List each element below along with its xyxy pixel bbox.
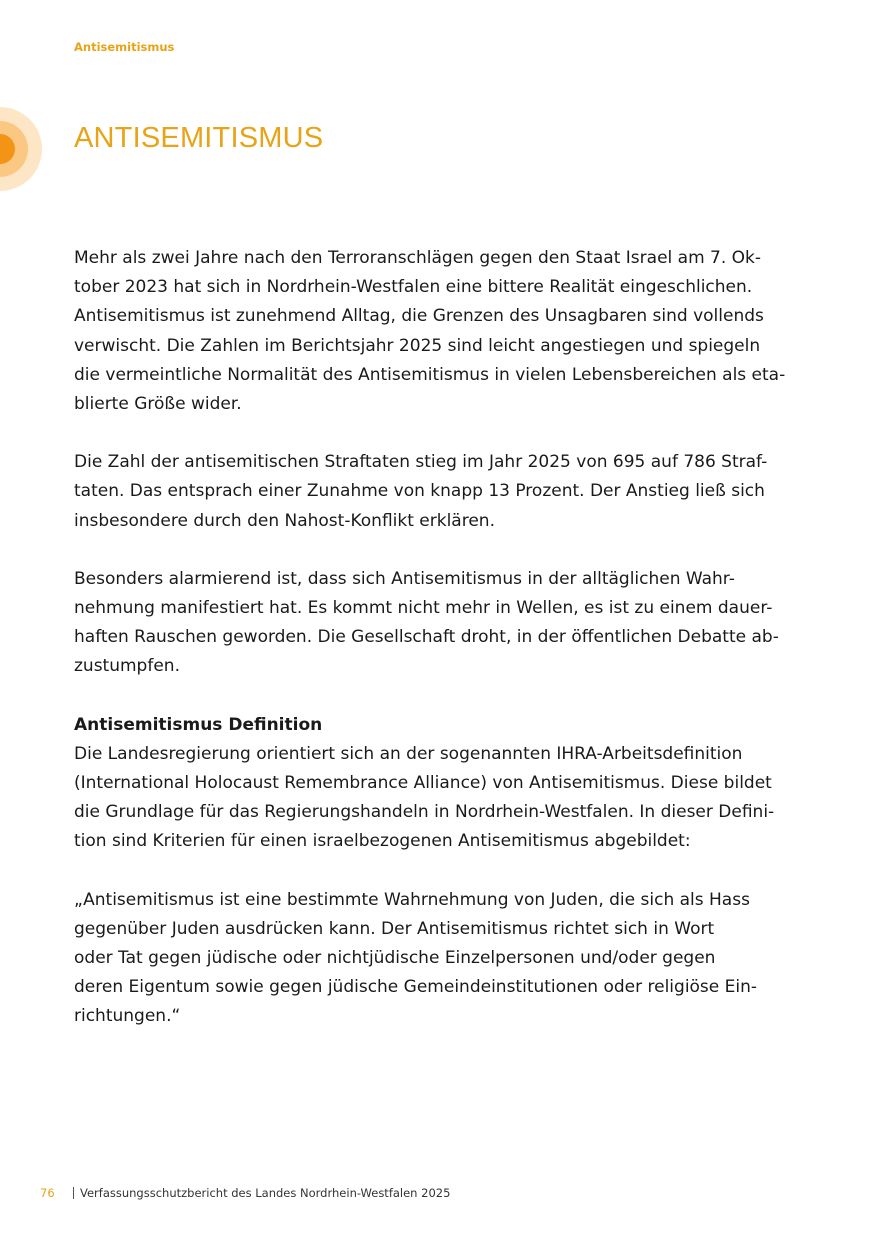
text-line: verwischt. Die Zahlen im Berichtsjahr 2025 sind leicht angestiegen und spiegeln [74,335,761,356]
text-line: richtungen.“ [74,1006,181,1027]
decorative-circles-icon [0,107,42,191]
text-line: Besonders alarmierend ist, dass sich Antisemitismus in der alltäglichen Wahr- [74,568,735,589]
text-line: Mehr als zwei Jahre nach den Terroranschlägen gegen den Staat Israel am 7. Ok- [74,248,762,268]
paragraph-1 [74,244,809,419]
text-line: oder Tat gegen jüdische oder nichtjüdische Einzelpersonen und/oder gegen [74,948,716,969]
text-line: tion sind Kriterien für einen israelbezogenen Antisemitismus abgebildet: [74,831,691,852]
running-header: Antisemitismus [74,40,175,54]
definition-quote [74,886,809,1032]
text-line: Die Landesregierung orientiert sich an der sogenannten IHRA-Arbeitsdefinition [74,743,743,764]
footer-divider [73,1187,74,1199]
text-line: tober 2023 hat sich in Nordrhein-Westfalen eine bittere Realität eingeschlichen. [74,277,753,298]
text-line: taten. Das entsprach einer Zunahme von knapp 13 Prozent. Der Anstieg ließ sich [74,481,765,502]
page-number: 76 [40,1186,55,1200]
page-title: ANTISEMITISMUS [74,122,324,154]
text-line: nehmung manifestiert hat. Es kommt nicht mehr in Wellen, es ist zu einem dauer- [74,598,773,619]
text-line: haften Rauschen geworden. Die Gesellschaft droht, in der öffentlichen Debatte ab- [74,627,779,648]
text-line: „Antisemitismus ist eine bestimmte Wahrnehmung von Juden, die sich als Hass [74,889,750,910]
definition-paragraph [74,740,809,857]
body-text [74,244,809,1032]
definition-heading: Antisemitismus Definition [74,714,323,735]
text-line: Antisemitismus ist zunehmend Alltag, die Grenzen des Unsagbaren sind vollends [74,306,764,327]
text-line: blierte Größe wider. [74,394,242,415]
paragraph-3 [74,565,809,682]
text-line: deren Eigentum sowie gegen jüdische Gemeindeinstitutionen oder religiöse Ein- [74,977,758,998]
page-footer [40,1186,450,1200]
text-line: die vermeintliche Normalität des Antisemitismus in vielen Lebensbereichen als eta- [74,364,786,385]
text-line: zustumpfen. [74,656,180,677]
publication-title: Verfassungsschutzbericht des Landes Nordrhein-Westfalen 2025 [80,1186,451,1200]
text-line: die Grundlage für das Regierungshandeln in Nordrhein-Westfalen. In dieser Defini- [74,802,775,823]
text-line: insbesondere durch den Nahost-Konflikt erklären. [74,510,495,531]
text-line: Die Zahl der antisemitischen Straftaten stieg im Jahr 2025 von 695 auf 786 Straf- [74,452,768,473]
paragraph-2 [74,448,809,536]
text-line: gegenüber Juden ausdrücken kann. Der Antisemitismus richtet sich in Wort [74,918,715,939]
text-line: (International Holocaust Remembrance Alliance) von Antisemitismus. Diese bildet [74,773,772,794]
